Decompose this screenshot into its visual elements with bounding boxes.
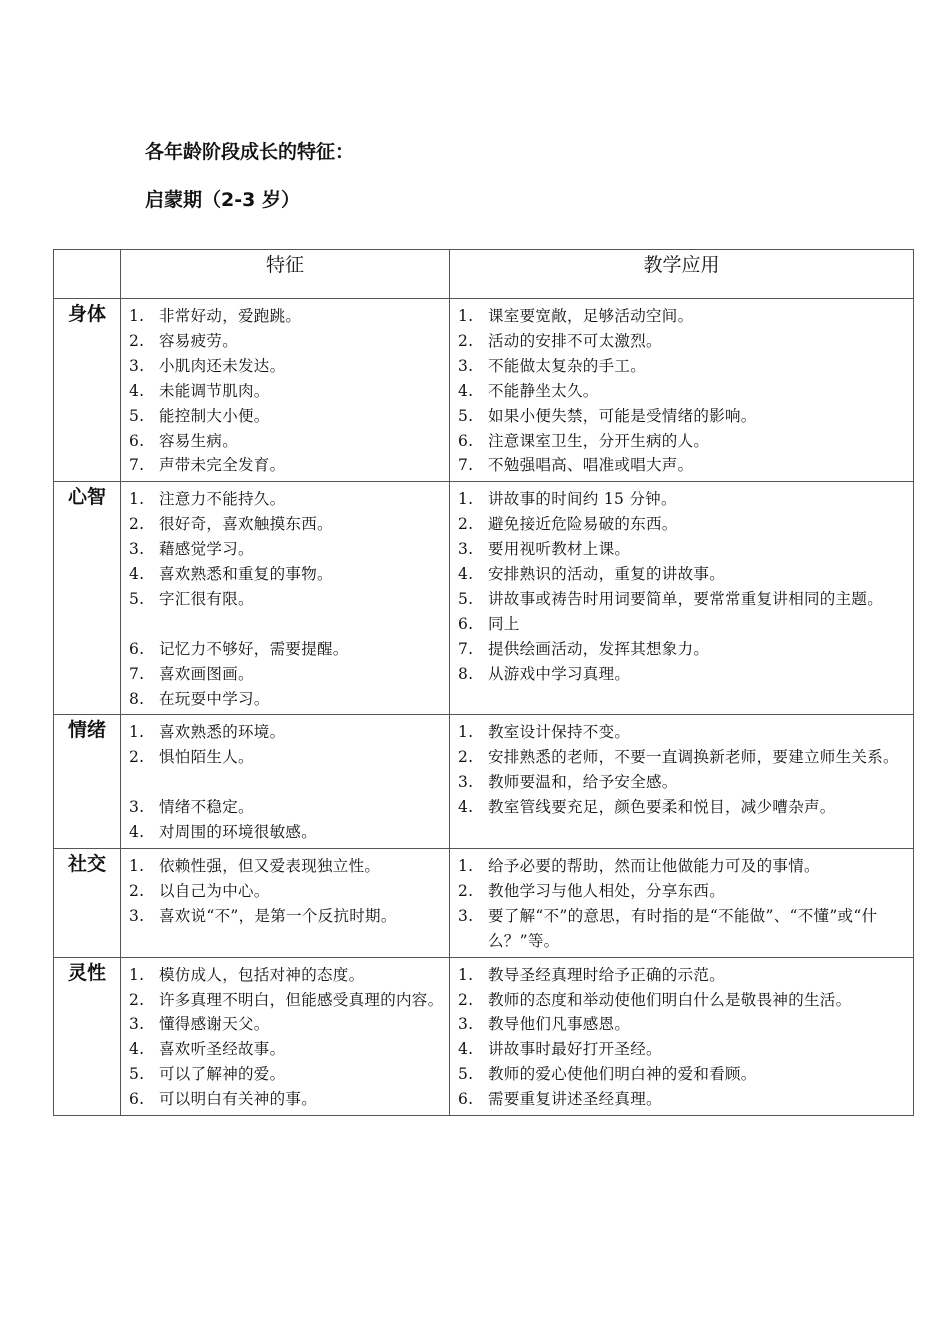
item-number: 6. <box>458 431 474 450</box>
list-item <box>129 304 445 329</box>
item-number: 3. <box>458 773 474 792</box>
item-number: 4. <box>458 1040 474 1059</box>
item-number: 2. <box>458 748 474 767</box>
item-text: 可以了解神的爱。 <box>159 1065 286 1084</box>
list-item <box>129 795 445 820</box>
item-text: 教他学习与他人相处，分享东西。 <box>488 881 726 900</box>
item-text: 教导圣经真理时给予正确的示范。 <box>488 965 726 984</box>
item-number: 4. <box>129 823 145 842</box>
item-number: 1. <box>129 723 145 742</box>
item-number: 2. <box>129 515 145 534</box>
item-text: 喜欢熟悉的环境。 <box>159 723 286 742</box>
item-text: 要了解“不”的意思，有时指的是“不能做”、“不懂”或“什么？”等。 <box>488 906 878 950</box>
item-number: 2. <box>458 515 474 534</box>
item-text: 字汇很有限。 <box>159 589 254 608</box>
item-number: 5. <box>458 589 474 608</box>
list-item <box>129 720 445 745</box>
list-item <box>129 487 445 512</box>
list-item <box>458 562 909 587</box>
item-text: 如果小便失禁，可能是受情绪的影响。 <box>488 406 757 425</box>
item-text: 喜欢画图画。 <box>159 664 254 683</box>
item-number: 2. <box>129 331 145 350</box>
item-number: 5. <box>458 1065 474 1084</box>
item-text: 记忆力不够好，需要提醒。 <box>159 639 349 658</box>
item-text: 教师的爱心使他们明白神的爱和看顾。 <box>488 1065 757 1084</box>
applications-list <box>450 715 913 823</box>
item-text: 教室管线要充足，颜色要柔和悦目，减少嘈杂声。 <box>488 798 836 817</box>
item-number: 3. <box>129 798 145 817</box>
list-item <box>458 1037 909 1062</box>
item-number: 2. <box>129 990 145 1009</box>
item-number: 3. <box>129 906 145 925</box>
item-number: 2. <box>129 748 145 767</box>
features-cell <box>121 957 450 1115</box>
item-number: 7. <box>458 456 474 475</box>
list-item <box>458 904 909 954</box>
list-item <box>129 537 445 562</box>
list-item <box>129 1037 445 1062</box>
item-text: 从游戏中学习真理。 <box>488 664 631 683</box>
applications-cell <box>450 957 914 1115</box>
list-item <box>458 795 909 820</box>
item-text: 容易疲劳。 <box>159 331 239 350</box>
table-row-spiritual <box>54 957 914 1115</box>
list-item <box>129 512 445 537</box>
list-item <box>458 512 909 537</box>
list-item <box>129 379 445 404</box>
list-item <box>458 487 909 512</box>
item-text: 注意力不能持久。 <box>159 490 286 509</box>
list-item <box>458 404 909 429</box>
item-text: 教师的态度和举动使他们明白什么是敬畏神的生活。 <box>488 990 852 1009</box>
item-number: 3. <box>458 1015 474 1034</box>
list-item <box>458 379 909 404</box>
item-text: 讲故事或祷告时用词要简单，要常常重复讲相同的主题。 <box>488 589 884 608</box>
item-text: 喜欢说“不”，是第一个反抗时期。 <box>159 906 397 925</box>
list-item <box>129 904 445 929</box>
item-number: 1. <box>458 490 474 509</box>
list-item <box>129 404 445 429</box>
table-row-mental <box>54 482 914 715</box>
list-item <box>458 745 909 770</box>
category-cell: 情绪 <box>54 715 121 849</box>
item-number: 6. <box>129 639 145 658</box>
item-number: 6. <box>458 614 474 633</box>
table-header-row <box>54 250 914 299</box>
list-item <box>129 562 445 587</box>
item-text: 对周围的环境很敏感。 <box>159 823 318 842</box>
list-item <box>458 612 909 637</box>
item-text: 同上 <box>488 614 520 633</box>
item-text: 安排熟识的活动，重复的讲故事。 <box>488 565 726 584</box>
list-item <box>129 354 445 379</box>
item-number: 1. <box>129 857 145 875</box>
item-number: 3. <box>129 1015 145 1034</box>
item-number: 1. <box>458 857 474 875</box>
applications-list <box>450 299 913 481</box>
features-list <box>121 482 449 714</box>
item-text: 情绪不稳定。 <box>159 798 254 817</box>
category-cell: 社交 <box>54 849 121 958</box>
item-number: 1. <box>458 965 474 984</box>
list-item <box>458 720 909 745</box>
item-text: 声带未完全发育。 <box>159 456 286 475</box>
item-text: 给予必要的帮助，然而让他做能力可及的事情。 <box>488 857 820 875</box>
item-number: 4. <box>129 565 145 584</box>
list-item <box>458 1012 909 1037</box>
list-item <box>129 587 445 612</box>
item-number: 4. <box>458 381 474 400</box>
list-item <box>129 1087 445 1112</box>
item-number: 3. <box>458 356 474 375</box>
applications-list <box>450 958 913 1115</box>
item-number: 7. <box>129 664 145 683</box>
list-item <box>458 879 909 904</box>
item-number: 1. <box>129 965 145 984</box>
item-text: 能控制大小便。 <box>159 406 270 425</box>
list-item <box>458 537 909 562</box>
item-number: 5. <box>129 1065 145 1084</box>
list-item <box>458 329 909 354</box>
features-list <box>121 849 449 932</box>
list-item <box>458 854 909 879</box>
item-number: 3. <box>458 906 474 925</box>
item-text: 提供绘画活动，发挥其想象力。 <box>488 639 710 658</box>
item-text: 讲故事时最好打开圣经。 <box>488 1040 662 1059</box>
header-category <box>54 250 121 299</box>
item-text: 不能静坐太久。 <box>488 381 599 400</box>
item-text: 可以明白有关神的事。 <box>159 1090 318 1109</box>
list-item <box>458 988 909 1013</box>
list-item <box>458 304 909 329</box>
list-item <box>458 770 909 795</box>
item-text: 容易生病。 <box>159 431 239 450</box>
item-text: 在玩耍中学习。 <box>159 689 270 708</box>
item-text: 喜欢熟悉和重复的事物。 <box>159 565 333 584</box>
applications-cell <box>450 849 914 958</box>
item-text: 惧怕陌生人。 <box>159 748 254 767</box>
applications-cell <box>450 715 914 849</box>
item-text: 许多真理不明白，但能感受真理的内容。 <box>159 990 444 1009</box>
item-number: 6. <box>458 1090 474 1109</box>
item-text: 要用视听教材上课。 <box>488 540 631 559</box>
list-item <box>458 1062 909 1087</box>
list-item <box>458 662 909 687</box>
item-text: 活动的安排不可太激烈。 <box>488 331 662 350</box>
item-number: 1. <box>458 307 474 325</box>
item-text: 依赖性强，但又爱表现独立性。 <box>159 857 381 875</box>
list-item <box>458 963 909 988</box>
item-text: 安排熟悉的老师，不要一直调换新老师，要建立师生关系。 <box>488 748 899 767</box>
category-cell: 身体 <box>54 299 121 482</box>
list-item <box>129 963 445 988</box>
section-title: 启蒙期（2-3 岁） <box>145 189 300 211</box>
list-item <box>129 662 445 687</box>
table-row-social <box>54 849 914 958</box>
table-row-physical <box>54 299 914 482</box>
item-text: 需要重复讲述圣经真理。 <box>488 1090 662 1109</box>
list-item <box>458 429 909 454</box>
list-item <box>129 1062 445 1087</box>
item-number: 4. <box>458 798 474 817</box>
item-number: 5. <box>458 406 474 425</box>
item-text: 注意课室卫生，分开生病的人。 <box>488 431 710 450</box>
item-number: 7. <box>458 639 474 658</box>
item-number: 2. <box>129 881 145 900</box>
item-text: 避免接近危险易破的东西。 <box>488 515 678 534</box>
item-number: 5. <box>129 406 145 425</box>
applications-cell <box>450 299 914 482</box>
header-features: 特征 <box>121 250 450 299</box>
features-cell <box>121 849 450 958</box>
list-item <box>129 329 445 354</box>
item-text: 不勉强唱高、唱准或唱大声。 <box>488 456 694 475</box>
category-cell: 心智 <box>54 482 121 715</box>
list-item <box>129 879 445 904</box>
spacer <box>129 612 445 637</box>
list-item <box>129 745 445 770</box>
features-list <box>121 958 449 1115</box>
item-text: 教室设计保持不变。 <box>488 723 631 742</box>
list-item <box>458 1087 909 1112</box>
list-item <box>129 687 445 712</box>
item-text: 以自己为中心。 <box>159 881 270 900</box>
item-number: 2. <box>458 331 474 350</box>
category-cell: 灵性 <box>54 957 121 1115</box>
item-text: 未能调节肌肉。 <box>159 381 270 400</box>
features-list <box>121 715 449 848</box>
list-item <box>458 587 909 612</box>
list-item <box>129 1012 445 1037</box>
applications-cell <box>450 482 914 715</box>
item-text: 非常好动，爱跑跳。 <box>159 307 302 325</box>
features-cell <box>121 715 450 849</box>
list-item <box>129 854 445 879</box>
item-number: 7. <box>129 456 145 475</box>
item-number: 1. <box>458 723 474 742</box>
growth-characteristics-table <box>53 249 914 1116</box>
list-item <box>458 354 909 379</box>
spacer <box>129 770 445 795</box>
item-text: 懂得感谢天父。 <box>159 1015 270 1034</box>
item-number: 4. <box>129 1040 145 1059</box>
item-number: 1. <box>129 490 145 509</box>
item-number: 3. <box>458 540 474 559</box>
item-text: 教师要温和，给予安全感。 <box>488 773 678 792</box>
applications-list <box>450 482 913 689</box>
item-text: 很好奇，喜欢触摸东西。 <box>159 515 333 534</box>
document-title: 各年龄阶段成长的特征： <box>145 141 355 163</box>
item-number: 6. <box>129 1090 145 1109</box>
list-item <box>129 637 445 662</box>
features-cell <box>121 482 450 715</box>
item-text: 教导他们凡事感恩。 <box>488 1015 631 1034</box>
list-item <box>129 820 445 845</box>
item-text: 小肌肉还未发达。 <box>159 356 286 375</box>
applications-list <box>450 849 913 957</box>
item-text: 模仿成人，包括对神的态度。 <box>159 965 365 984</box>
header-applications: 教学应用 <box>450 250 914 299</box>
item-number: 8. <box>458 664 474 683</box>
list-item <box>129 988 445 1013</box>
item-text: 讲故事的时间约 15 分钟。 <box>488 490 677 509</box>
item-number: 2. <box>458 881 474 900</box>
table-row-emotional <box>54 715 914 849</box>
features-list <box>121 299 449 481</box>
item-number: 3. <box>129 540 145 559</box>
list-item <box>129 429 445 454</box>
features-cell <box>121 299 450 482</box>
item-number: 5. <box>129 589 145 608</box>
item-number: 4. <box>458 565 474 584</box>
item-number: 1. <box>129 307 145 325</box>
item-number: 8. <box>129 689 145 708</box>
item-number: 2. <box>458 990 474 1009</box>
item-text: 不能做太复杂的手工。 <box>488 356 647 375</box>
item-number: 4. <box>129 381 145 400</box>
list-item <box>129 453 445 478</box>
item-text: 课室要宽敞，足够活动空间。 <box>488 307 694 325</box>
list-item <box>458 453 909 478</box>
item-number: 3. <box>129 356 145 375</box>
item-text: 喜欢听圣经故事。 <box>159 1040 286 1059</box>
list-item <box>458 637 909 662</box>
item-number: 6. <box>129 431 145 450</box>
item-text: 藉感觉学习。 <box>159 540 254 559</box>
